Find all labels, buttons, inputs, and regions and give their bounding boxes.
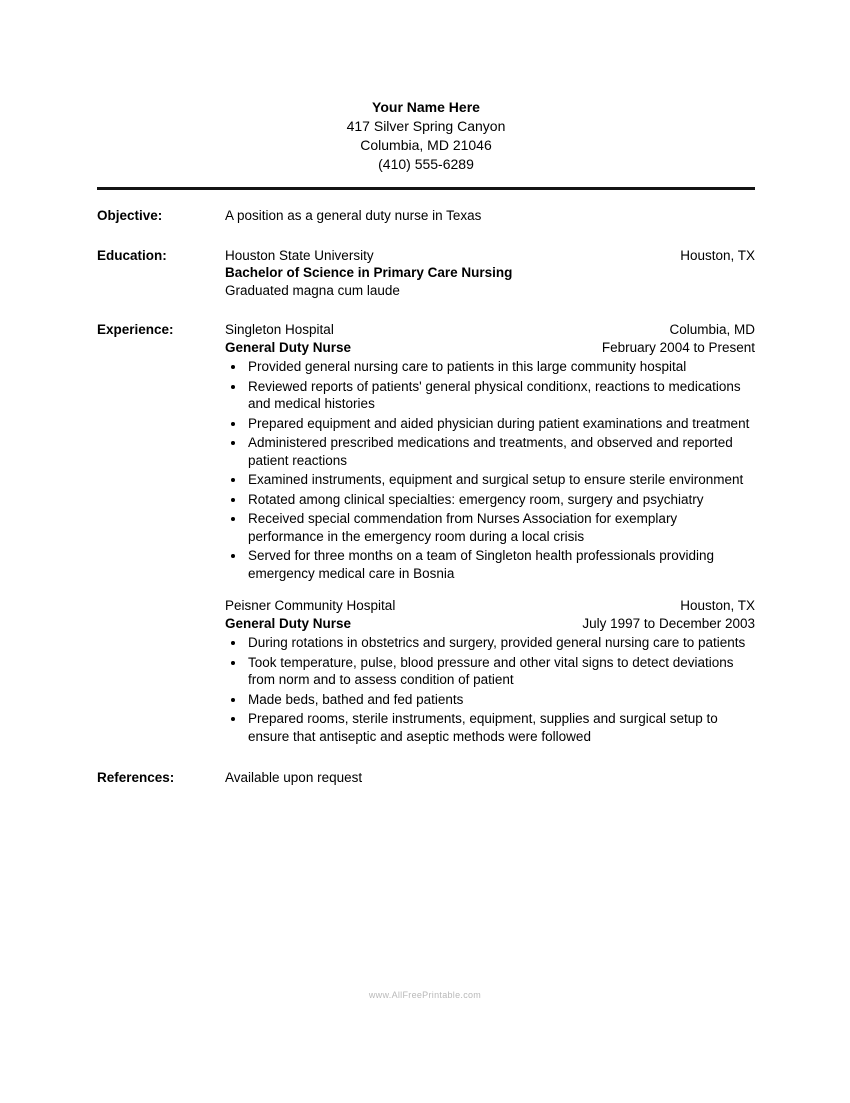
job-title: General Duty Nurse <box>225 339 352 355</box>
objective-label: Objective: <box>97 208 163 223</box>
education-degree: Bachelor of Science in Primary Care Nursing <box>225 265 513 280</box>
job-bullet-list <box>225 634 755 745</box>
contact-name: Your Name Here <box>372 99 480 115</box>
section-experience <box>97 321 755 747</box>
header-divider <box>97 187 755 190</box>
job-title-row <box>225 615 755 633</box>
job-dates: February 2004 to Present <box>601 339 755 355</box>
job-entry-peisner <box>225 597 755 745</box>
job-employer: Peisner Community Hospital <box>225 598 396 613</box>
contact-phone: (410) 555-6289 <box>378 156 474 172</box>
objective-text: A position as a general duty nurse in Texas <box>225 208 482 223</box>
education-location: Houston, TX <box>680 247 755 263</box>
job-bullet: • Administered prescribed medications and treatments, and observed and reported patient reactions <box>246 434 755 469</box>
job-bullet: • Prepared rooms, sterile instruments, equipment, supplies and surgical setup to ensure that antiseptic and aseptic methods were followed <box>246 710 755 745</box>
job-bullet: • Provided general nursing care to patients in this large community hospital <box>246 358 755 376</box>
resume-header <box>97 98 755 174</box>
footer-watermark-url: www.AllFreePrintable.com <box>368 990 482 1000</box>
section-references <box>97 769 755 787</box>
job-bullet: • Made beds, bathed and fed patients <box>246 691 755 709</box>
references-text: Available upon request <box>225 770 363 785</box>
experience-label: Experience: <box>97 322 174 337</box>
job-employer-row <box>225 321 755 339</box>
contact-address-line-2: Columbia, MD 21046 <box>360 137 492 153</box>
job-location: Columbia, MD <box>669 322 755 337</box>
education-school: Houston State University <box>225 247 374 263</box>
job-bullet: • Rotated among clinical specialties: emergency room, surgery and psychiatry <box>246 491 755 509</box>
job-bullet: • Prepared equipment and aided physician during patient examinations and treatment <box>246 415 755 433</box>
education-label: Education: <box>97 247 167 263</box>
job-dates: July 1997 to December 2003 <box>582 615 755 631</box>
section-objective <box>97 207 755 225</box>
education-honors: Graduated magna cum laude <box>225 282 400 298</box>
job-bullet: • Reviewed reports of patients' general physical conditionx, reactions to medications and medical histories <box>246 378 755 413</box>
job-bullet: • Took temperature, pulse, blood pressure and other vital signs to detect deviations from norm and to assess condition of patient <box>246 654 755 689</box>
job-entry-singleton <box>225 321 755 582</box>
job-location: Houston, TX <box>680 598 755 613</box>
job-title: General Duty Nurse <box>225 615 352 631</box>
section-education <box>97 247 755 300</box>
job-bullet: • Served for three months on a team of Singleton health professionals providing emergency medical care in Bosnia <box>246 547 755 582</box>
education-school-row <box>225 247 755 265</box>
job-bullet: • During rotations in obstetrics and surgery, provided general nursing care to patients <box>246 634 755 652</box>
job-employer-row <box>225 597 755 615</box>
job-employer: Singleton Hospital <box>225 322 334 337</box>
job-bullet: • Examined instruments, equipment and surgical setup to ensure sterile environment <box>246 471 755 489</box>
contact-address-line-1: 417 Silver Spring Canyon <box>346 118 506 134</box>
job-bullet: • Received special commendation from Nurses Association for exemplary performance in the emergency room during a local crisis <box>246 510 755 545</box>
job-title-row <box>225 339 755 357</box>
references-label: References: <box>97 770 175 785</box>
job-bullet-list <box>225 358 755 582</box>
